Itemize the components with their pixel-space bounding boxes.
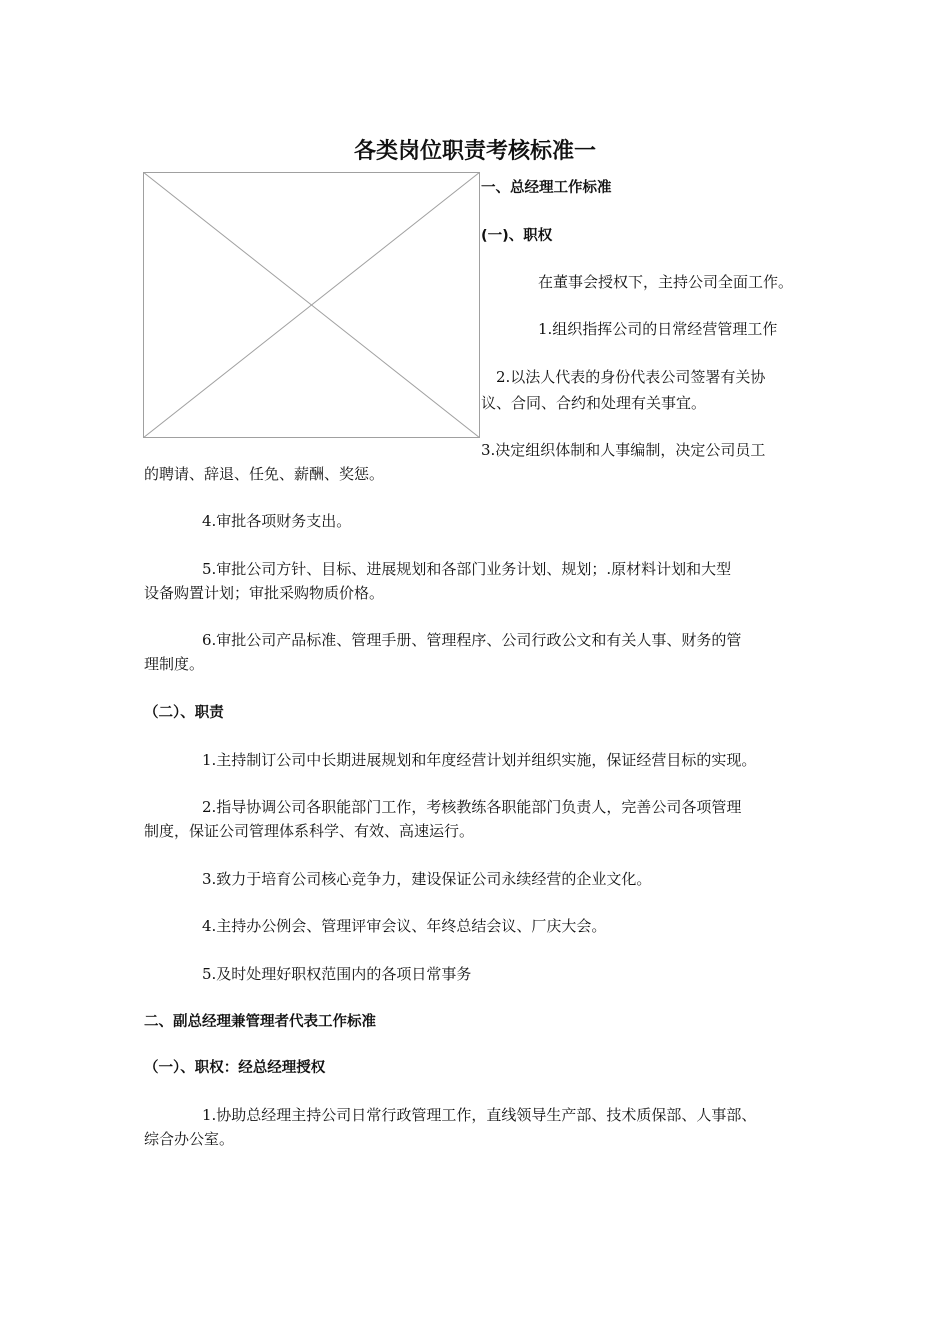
duty-item-4: 4.主持办公例会、管理评审会议、年终总结会议、厂庆大会。	[202, 917, 607, 935]
section2-authority-heading: （一）、职权：经总经理授权	[144, 1060, 326, 1076]
authority-item-5-line1: 5.审批公司方针、目标、进展规划和各部门业务计划、规划；.原材料计划和大型	[202, 560, 732, 578]
authority-item-3-line1: 3.决定组织体制和人事编制，决定公司员工	[481, 441, 766, 459]
authority-item-1: 1.组织指挥公司的日常经营管理工作	[538, 320, 778, 338]
section1-duties-heading: （二）、职责	[144, 705, 224, 721]
authority-item-5-line2: 设备购置计划；审批采购物质价格。	[144, 584, 385, 602]
page-title: 各类岗位职责考核标准一	[353, 139, 596, 164]
section2-authority-item-1-line2: 综合办公室。	[144, 1130, 235, 1148]
section1-authority-heading: (一)、职权	[481, 228, 553, 244]
duty-item-2-line2: 制度，保证公司管理体系科学、有效、高速运行。	[144, 822, 475, 840]
section1-heading: 一、总经理工作标准	[481, 180, 612, 196]
image-placeholder	[143, 172, 480, 438]
duty-item-5: 5.及时处理好职权范围内的各项日常事务	[202, 965, 472, 983]
authority-item-2-line1: 2.以法人代表的身份代表公司签署有关协	[496, 368, 766, 386]
authority-item-4: 4.审批各项财务支出。	[202, 512, 352, 530]
section1-authority-intro: 在董事会授权下，主持公司全面工作。	[538, 273, 794, 291]
authority-item-6-line2: 理制度。	[144, 655, 205, 673]
section2-authority-item-1-line1: 1.协助总经理主持公司日常行政管理工作，直线领导生产部、技术质保部、人事部、	[202, 1106, 757, 1124]
authority-item-6-line1: 6.审批公司产品标准、管理手册、管理程序、公司行政公文和有关人事、财务的管	[202, 631, 742, 649]
authority-item-3-line2: 的聘请、辞退、任免、薪酬、奖惩。	[144, 465, 385, 483]
duty-item-3: 3.致力于培育公司核心竞争力，建设保证公司永续经营的企业文化。	[202, 870, 652, 888]
authority-item-2-line2: 议、合同、合约和处理有关事宜。	[481, 394, 707, 412]
duty-item-1: 1.主持制订公司中长期进展规划和年度经营计划并组织实施，保证经营目标的实现。	[202, 751, 757, 769]
section2-heading: 二、副总经理兼管理者代表工作标准	[144, 1014, 376, 1030]
duty-item-2-line1: 2.指导协调公司各职能部门工作，考核教练各职能部门负责人，完善公司各项管理	[202, 798, 742, 816]
